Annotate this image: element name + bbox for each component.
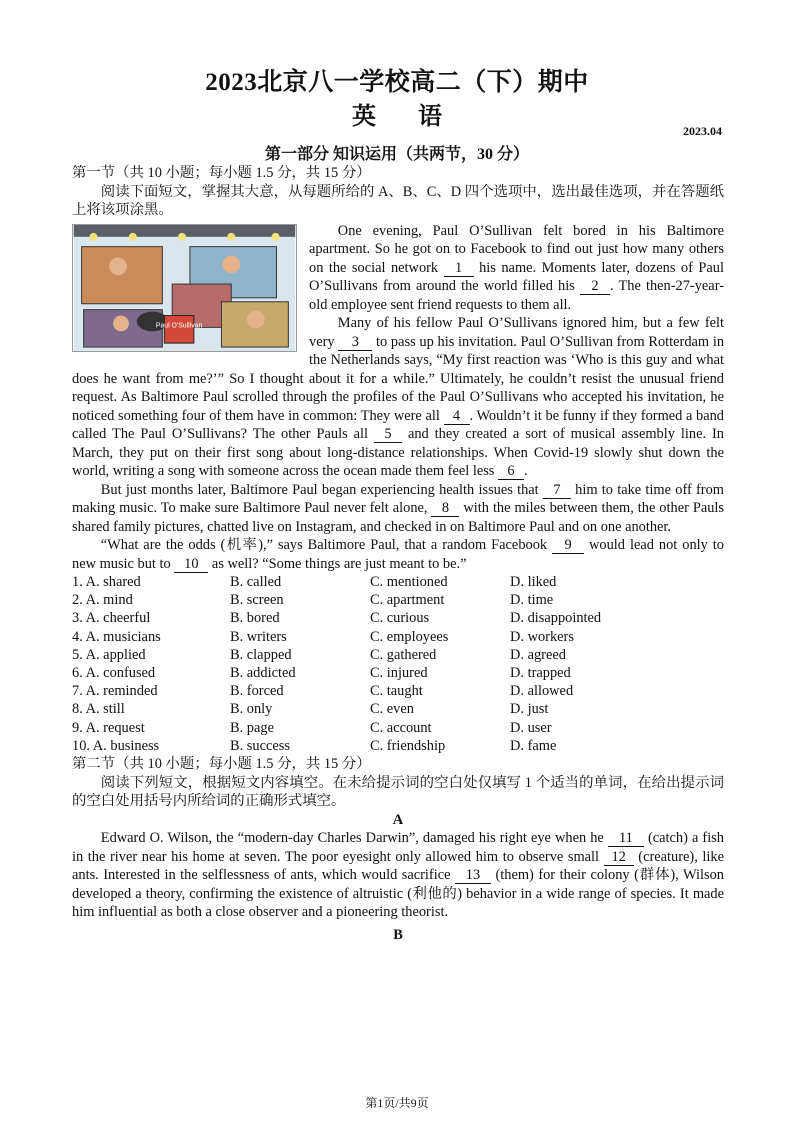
exam-title: 2023北京八一学校高二（下）期中 xyxy=(205,69,589,96)
option-cell: B. screen xyxy=(230,592,284,609)
band-logo-text: Paul O'Sullivan xyxy=(155,321,203,329)
option-cell: D. just xyxy=(510,701,549,718)
option-cell: D. workers xyxy=(510,628,574,645)
option-cell: B. forced xyxy=(230,683,284,700)
option-cell: D. time xyxy=(510,592,554,609)
subject-title: 英 语 xyxy=(352,104,442,130)
option-row xyxy=(72,573,724,591)
blank-6: 6 xyxy=(498,464,524,480)
page-footer: 第1页/共9页 xyxy=(365,1096,429,1110)
option-cell: 4. A. musicians xyxy=(72,628,161,645)
passage-p1: One evening, Paul O’Sullivan felt bored in his Baltimore apartment. So he got on to Facebook to find out just how many others on the social network 1 his name. Moments later, dozens of Paul O’Sullivans from around the world filled his 2 . The then-27-year-old employee sent friend requests to them all. xyxy=(309,222,724,313)
option-cell: D. agreed xyxy=(510,646,566,663)
option-cell: C. taught xyxy=(370,683,423,700)
option-cell: D. allowed xyxy=(510,683,574,700)
blank-12: 12 xyxy=(604,850,634,866)
option-cell: B. writers xyxy=(230,628,287,645)
blank-4: 4 xyxy=(444,409,470,425)
option-row xyxy=(72,719,724,737)
option-cell: D. disappointed xyxy=(510,610,602,627)
option-cell: D. liked xyxy=(510,574,557,590)
option-cell: B. called xyxy=(230,574,282,590)
passage-p4: “What are the odds (机率),” says Baltimore Paul, that a random Facebook 9 would lead not only to new music but to 10 as well? “Some things are just meant to be.” xyxy=(72,537,724,572)
passage-a: Edward O. Wilson, the “modern-day Charles Darwin”, damaged his right eye when he 11 (catch) a fish in the river near his home at seven. The poor eyesight only allowed him to observe small 12 (creature), like ants. Interested in the selflessness of ants, which would sacrifice 13 (them) for their colony (群体), Wilson developed a theory, confirming the existence of altruistic (利他的) behavior in a wide range of species. It made him influential as both a close observer and a pioneering theorist. xyxy=(72,830,724,921)
blank-5: 5 xyxy=(374,427,402,443)
band-illustration xyxy=(72,224,297,352)
part1-title: 第一部分 知识运用（共两节，30 分） xyxy=(264,146,529,163)
option-cell: 8. A. still xyxy=(72,701,125,718)
option-cell: B. clapped xyxy=(230,646,292,663)
option-cell: 7. A. reminded xyxy=(72,683,158,700)
passage-p3: But just months later, Baltimore Paul began experiencing health issues that 7 him to take time off from making music. To make sure Baltimore Paul never felt alone, 8 with the miles between them, the other Pauls shared family pictures, chatted live on Instagram, and checked in on Baltimore Paul and on one another. xyxy=(72,481,725,535)
passage-p2: Many of his fellow Paul O’Sullivans ignored him, but a few felt very 3 to pass up his invitation. Paul O’Sullivan from Rotterdam in the Netherlands says, “My first reaction was ‘Who is this guy and what does he want from me?’” So I thought about it for a while.” Ultimately, he couldn’t resist the unusual friend request. As Baltimore Paul scrolled through the profiles of the Paul O’Sullivans who accepted his invitation, he noticed something four of them have in common: They were all 4 . Wouldn’t it be funny if they formed a band called The Paul O’Sullivans? The other Pauls all 5 and they created a sort of musical assembly line. In March, they put on their first song about long-distance relationships. When Covid-19 slowly shut down the world, writing a song with someone across the ocean made them feel less 6 . xyxy=(72,315,725,479)
section1-heading: 第一节（共 10 小题；每小题 1.5 分，共 15 分） xyxy=(72,165,371,181)
option-row xyxy=(72,646,724,664)
option-cell: C. even xyxy=(370,701,414,718)
option-cell: B. only xyxy=(230,701,273,718)
option-cell: 10. A. business xyxy=(72,737,160,754)
option-cell: C. mentioned xyxy=(370,574,448,590)
option-row xyxy=(72,664,724,682)
passage-b-label: B xyxy=(393,926,403,943)
option-cell: B. page xyxy=(230,719,274,736)
option-cell: C. gathered xyxy=(370,646,437,663)
option-cell: D. fame xyxy=(510,737,557,754)
option-cell: C. injured xyxy=(370,665,428,682)
blank-8: 8 xyxy=(431,501,459,517)
option-cell: C. apartment xyxy=(370,592,445,609)
blank-3: 3 xyxy=(338,335,372,351)
blank-1: 1 xyxy=(444,261,474,277)
section2-heading: 第二节（共 10 小题；每小题 1.5 分，共 15 分） xyxy=(72,756,371,773)
blank-11: 11 xyxy=(608,831,644,847)
option-row xyxy=(72,737,724,755)
option-row xyxy=(72,682,724,700)
blank-7: 7 xyxy=(543,483,571,499)
passage-cloze xyxy=(72,222,724,574)
option-cell: C. curious xyxy=(370,610,430,627)
blank-9: 9 xyxy=(552,538,584,554)
option-cell: C. account xyxy=(370,719,432,736)
section1-instruction: 阅读下面短文，掌握其大意，从每题所给的 A、B、C、D 四个选项中，选出最佳选项，并在答题纸上将该项涂黑。 xyxy=(72,183,724,218)
option-cell: B. success xyxy=(230,737,290,754)
option-cell: B. addicted xyxy=(230,665,296,682)
option-cell: C. friendship xyxy=(370,737,446,754)
section2-instruction: 阅读下列短文，根据短文内容填空。在未给提示词的空白处仅填写 1 个适当的单词，在给出提示词的空白处用括号内所给词的正确形式填空。 xyxy=(72,774,724,810)
blank-10: 10 xyxy=(174,557,208,573)
option-cell: 2. A. mind xyxy=(72,592,133,609)
options-table xyxy=(72,573,724,755)
option-cell: 6. A. confused xyxy=(72,665,156,682)
option-cell: D. user xyxy=(510,719,552,736)
blank-13: 13 xyxy=(455,868,491,884)
option-row xyxy=(72,628,724,646)
option-cell: C. employees xyxy=(370,628,449,645)
exam-date: 2023.04 xyxy=(683,124,722,138)
option-cell: 3. A. cheerful xyxy=(72,610,151,627)
passage-a-label: A xyxy=(392,811,404,828)
option-cell: 5. A. applied xyxy=(72,646,146,663)
blank-2: 2 xyxy=(580,279,610,295)
option-cell: 9. A. request xyxy=(72,719,145,736)
option-row xyxy=(72,609,724,627)
content xyxy=(72,164,724,944)
option-cell: 1. A. shared xyxy=(72,574,141,590)
option-cell: D. trapped xyxy=(510,665,571,682)
option-cell: B. bored xyxy=(230,610,280,627)
option-row xyxy=(72,700,724,718)
option-row xyxy=(72,591,724,609)
